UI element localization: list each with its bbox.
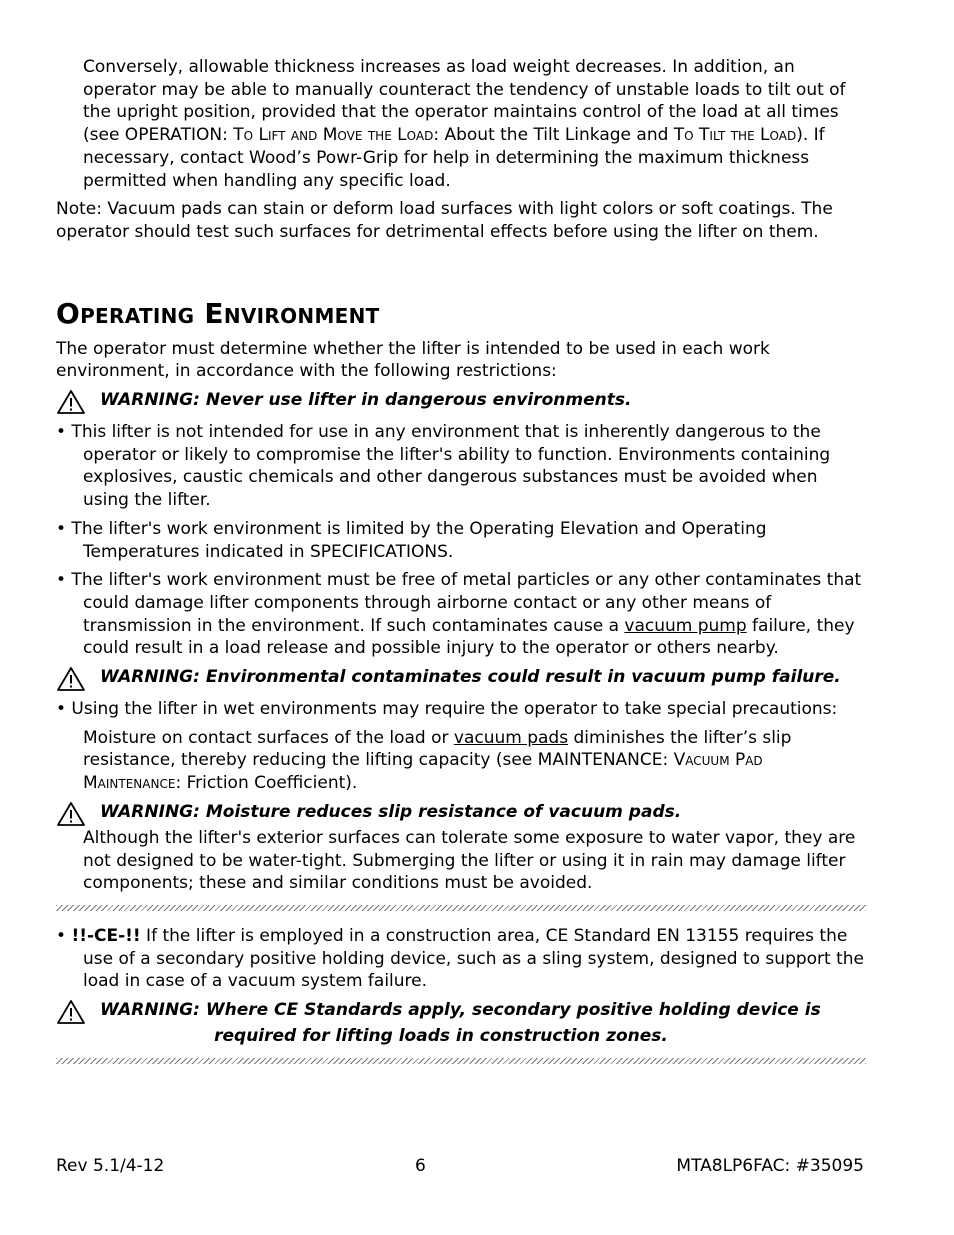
ce-marker: !!-CE-!! — [71, 925, 141, 946]
footer-document-id: MTA8LP6FAC: #35095 — [676, 1156, 864, 1176]
ce-divider-top — [56, 905, 866, 911]
intro-paragraph — [83, 56, 866, 192]
moisture-paragraph — [83, 727, 866, 795]
bullet-dangerous: • This lifter is not intended for use in any environment that is inherently dangerous to the operator or likely to compromise the lifter's ability to function. Environments containing explosives, caustic chemicals and other dangerous substances must be avoided when using the lifter. — [56, 422, 831, 511]
moisture-text: diminishes the lifter’s slip resistance, thereby reducing the lifting capacity (see MAINTENANCE: — [83, 727, 792, 771]
warning-contaminates — [56, 666, 866, 692]
section-title: Operating Environment — [56, 296, 380, 330]
bullet-wet: • Using the lifter in wet environments may require the operator to take special precautions: — [56, 699, 838, 720]
bullet-text: • The lifter's work environment must be free of metal particles or any other contaminates that could damage lifter components through airborne contact or any other means of transmission in the environment. If such contaminates cause a — [56, 570, 862, 636]
footer-revision: Rev 5.1/4-12 — [56, 1156, 165, 1176]
moisture-text: Moisture on contact surfaces of the load or — [83, 727, 454, 748]
bullet-text: If the lifter is employed in a construction area, CE Standard EN 13155 requires the use of a secondary positive holding device, such as a sling system, designed to support the load in case of a vacuum system failure. — [83, 925, 865, 992]
ce-divider-bottom — [56, 1058, 866, 1064]
intro-ref-tilt: To Tilt the Load — [673, 125, 797, 146]
vacuum-pump-term: vacuum pump — [624, 615, 747, 636]
maintenance-ref: Vacuum Pad Maintenance — [83, 750, 763, 794]
warning-text-line2: required for lifting loads in construction zones. — [214, 1026, 668, 1047]
warning-triangle-icon — [56, 389, 86, 415]
footer-page-number: 6 — [414, 1156, 426, 1176]
warning-ce — [56, 999, 866, 1048]
bullet-ce — [56, 925, 866, 993]
warning-triangle-icon — [56, 801, 86, 827]
warning-text: WARNING: Environmental contaminates could result in vacuum pump failure. — [100, 667, 841, 688]
vacuum-pads-term: vacuum pads — [453, 727, 569, 748]
water-tight-paragraph: Although the lifter's exterior surfaces can tolerate some exposure to water vapor, they are not designed to be water-tight. Submerging the lifter or using it in rain may damage lifter components; these and similar conditions must be avoided. — [83, 827, 856, 894]
bullet-mark: • — [56, 925, 72, 946]
warning-triangle-icon — [56, 999, 86, 1025]
warning-triangle-icon — [56, 666, 86, 692]
bullet-contaminates — [56, 569, 866, 660]
warning-dangerous-environments — [56, 389, 866, 415]
warning-moisture — [56, 801, 866, 827]
moisture-text: : Friction Coefficient). — [175, 773, 358, 794]
intro-ref-lift-move: To Lift and Move the Load — [233, 125, 434, 146]
intro-text-a: Conversely, allowable thickness increases as load weight decreases. In addition, an operator may be able to manually counteract the tendency of unstable loads to tilt out of the upright position, provided that the operator maintains control of the load at all times (see OPERATION: — [83, 57, 846, 146]
document-page — [56, 56, 866, 1078]
note-paragraph: Note: Vacuum pads can stain or deform load surfaces with light colors or soft coatings. The operator should test such surfaces for detrimental effects before using the lifter on them. — [56, 199, 833, 242]
page-footer — [56, 1155, 864, 1179]
warning-text: WARNING: Moisture reduces slip resistance of vacuum pads. — [100, 801, 682, 822]
intro-text-c: ). If necessary, contact Wood’s Powr-Grip for help in determining the maximum thickness permitted when handling any specific load. — [83, 125, 825, 191]
bullet-text: failure, they could result in a load release and possible injury to the operator or others nearby. — [83, 615, 855, 659]
warning-text-line1: WARNING: Where CE Standards apply, secondary positive holding device is — [100, 1000, 821, 1021]
bullet-elevation: • The lifter's work environment is limited by the Operating Elevation and Operating Temperatures indicated in SPECIFICATIONS. — [56, 518, 767, 562]
section-intro: The operator must determine whether the lifter is intended to be used in each work environment, in accordance with the following restrictions: — [56, 338, 770, 382]
intro-text-b: : About the Tilt Linkage and — [433, 125, 674, 146]
warning-text: WARNING: Never use lifter in dangerous environments. — [100, 390, 632, 411]
